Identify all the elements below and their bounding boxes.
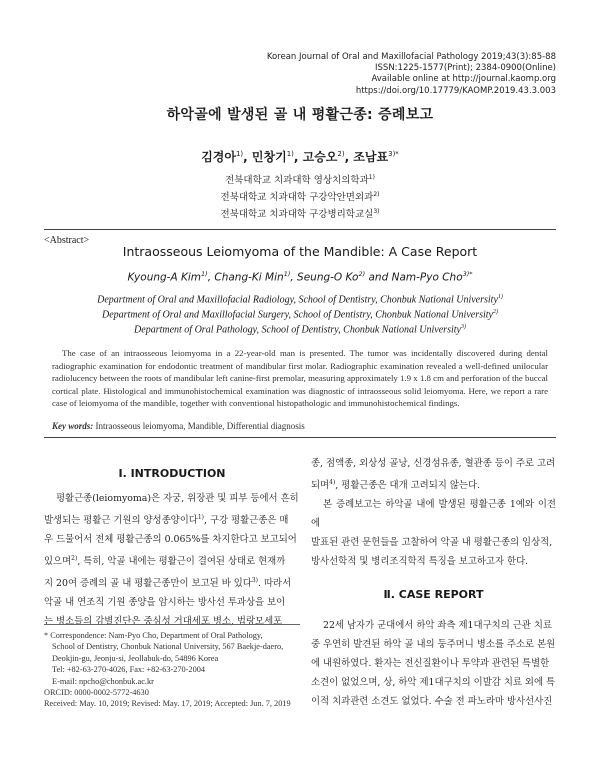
affiliation-en-text: Department of Oral and Maxillofacial Radiology, School of Dentistry, Chonbuk National University <box>97 294 498 306</box>
author-ko-sup: 1) <box>286 150 294 158</box>
correspondence-footnote <box>44 630 300 710</box>
author-ko: 민창기 <box>251 150 287 164</box>
introduction-text <box>44 490 300 632</box>
affiliation-ko-text: 전북대학교 치과대학 구강병리학교실 <box>220 209 374 220</box>
section-heading-introduction: Ⅰ. INTRODUCTION <box>118 467 226 480</box>
body-line: 발표된 관련 문헌들을 고찰하여 악골 내 평활근종의 임상적, <box>311 536 553 548</box>
author-en-sup: 1) <box>201 270 208 278</box>
footnote-line: School of Dentistry, Chonbuk National University, 567 Baekje-daero, <box>52 642 284 652</box>
body-line: 는 병소들의 감별진단은 중심성 거대세포 병소, 법랑모세포 <box>44 615 283 627</box>
body-line: 중 우연히 발견된 하악 골 내의 둥주머니 병소를 주소로 본원 <box>311 638 556 650</box>
affiliation-ko-text: 전북대학교 치과대학 영상치의학과 <box>225 175 369 186</box>
footnote-line: ORCID: 0000-0002-5772-4630 <box>44 688 149 698</box>
keywords-text: Intraosseous leiomyoma, Mandible, Differential diagnosis <box>95 421 305 431</box>
author-ko-sup: 1) <box>235 150 244 158</box>
divider <box>44 229 556 230</box>
footnote-line: Deokjin-gu, Jeonju-si, Jeollabuk-do, 54896 Korea <box>52 653 219 663</box>
author-en-sup: 2) <box>358 270 366 278</box>
keywords: Key words: Intraosseous leiomyoma, Mandible, Differential diagnosis <box>52 421 305 431</box>
author-ko-sup: 3)* <box>388 150 399 158</box>
divider <box>44 437 556 438</box>
affiliation-ko-text: 전북대학교 치과대학 구강악안면외과 <box>220 192 374 203</box>
author-en: Seung-O Ko <box>297 271 359 284</box>
body-line: 우 드물어서 전체 평활근종의 0.065%를 차지한다고 보고되어 <box>44 533 297 545</box>
body-line: 이적 치과관련 소견도 없었다. 수술 전 파노라마 방사선사진 <box>311 695 553 707</box>
author-en: Chang-Ki Min <box>214 271 284 284</box>
footnote-line: * Correspondence: Nam-Pyo Cho, Department of Oral Pathology, <box>44 631 263 640</box>
english-affiliation <box>0 309 600 320</box>
body-line: 발생되는 평활근 기원의 양성종양이다$^{1)}$, 구강 평활근종은 매 <box>44 513 289 527</box>
body-line: 되며$^{4)}$, 평활근종은 대개 고려되지 않는다. <box>311 478 480 492</box>
body-line: 평활근종(leiomyoma)은 자궁, 위장관 및 피부 등에서 흔히 <box>56 493 299 504</box>
body-line: 지 20여 증례의 골 내 평활근종만이 보고된 바 있다$^{3)}$. 따라서 <box>44 576 292 589</box>
english-affiliation <box>0 294 600 305</box>
author-ko-sup: 2) <box>337 150 345 158</box>
keywords-label: Key words <box>52 421 91 431</box>
author-ko: 조남표 <box>353 150 389 164</box>
footnote-rule <box>44 624 300 625</box>
affiliation-en-text: Department of Oral and Maxillofacial Surgery, School of Dentistry, Chonbuk National University <box>102 309 493 321</box>
author-en-sup: 1) <box>283 270 291 278</box>
footnote-line: Tel: +82-63-270-4026, Fax: +82-63-270-2004 <box>52 665 206 675</box>
journal-citation: Korean Journal of Oral and Maxillofacial Pathology 2019;43(3):85-88 <box>266 52 556 62</box>
affiliation-en-text: Department of Oral Pathology, School of Dentistry, Chonbuk National University <box>134 324 461 336</box>
abstract-label: <Abstract> <box>44 235 90 246</box>
korean-title: 하악골에 발생된 골 내 평활근종: 증례보고 <box>166 107 434 123</box>
korean-affiliation <box>0 206 600 220</box>
affiliation-ko-sup: 2) <box>373 190 380 198</box>
english-affiliation <box>0 324 600 335</box>
affiliation-en-sup: 2) <box>492 309 498 315</box>
affiliation-ko-sup: 3) <box>373 207 380 215</box>
body-line: 에 내원하였다. 환자는 전신질환이나 투약과 관련된 특별한 <box>311 657 550 669</box>
journal-issn: ISSN:1225-1577(Print); 2384-0900(Online) <box>375 63 556 74</box>
author-en: Kyoung-A Kim <box>127 271 202 284</box>
korean-authors: 김경아$^{1)}$, 민창기$^{1)}$, 고승오$^{2)}$, 조남표$^{3)*}$ <box>201 150 399 164</box>
english-title: Intraosseous Leiomyoma of the Mandible: A Case Report <box>122 244 478 259</box>
abstract-text: The case of an intraosseous leiomyoma in a 22-year-old man is presented. The tumor was incidentally discovered during dental radiographic examination for endodontic treatment of mandibular first molar. Radiographic examination revealed a well-defined unilocular radiolucency between the roots of mandibular left canine-first premolar, measuring approximately 1.9 x 1.8 cm and perforation of the buccal cortical plate. Histological and immunohistochemical examination was diagnostic of intraosseous solid leiomyoma. Here, we report a rare case of leiomyoma of the mandible, together with conventional histopathologic and immunohistochemical findings. <box>52 348 548 409</box>
korean-affiliation <box>0 172 600 186</box>
korean-affiliation <box>0 189 600 203</box>
journal-availability: Available online at http://journal.kaomp.org <box>371 74 556 85</box>
author-ko: 고승오 <box>302 150 338 164</box>
english-authors: Kyoung-A Kim$^{1)}$, Chang-Ki Min$^{1)}$, Seung-O Ko$^{2)}$ and Nam-Pyo Cho$^{3)*}$ <box>127 270 473 284</box>
section-heading-case-report: Ⅱ. CASE REPORT <box>383 588 484 601</box>
body-line: 종, 점액종, 외상성 골낭, 신경섬유종, 혈관종 등이 주로 고려 <box>311 458 556 469</box>
footnote-line: Received: May. 10, 2019; Revised: May. 17, 2019; Accepted: Jun. 7, 2019 <box>44 699 291 709</box>
author-en: Nam-Pyo Cho <box>391 271 463 284</box>
body-line: 소견이 없었으며, 상, 하악 제1대구치의 이발감 치료 외에 특 <box>311 676 556 688</box>
journal-doi: https://doi.org/10.17779/KAOMP.2019.43.3.003 <box>355 85 556 96</box>
body-line: 있으며$^{2)}$, 특히, 악골 내에는 평활근이 결여된 상태로 현재까 <box>44 554 286 567</box>
author-ko: 김경아 <box>201 150 236 164</box>
affiliation-en-sup: 3) <box>460 324 466 330</box>
body-line: 본 증례보고는 하악골 내에 발생된 평활근종 1예와 이전에 <box>311 498 556 529</box>
journal-header <box>267 52 556 97</box>
body-line: 악골 내 연조직 기원 종양을 암시하는 방사선 투과상을 보이 <box>44 596 286 608</box>
right-column-text <box>311 455 556 572</box>
affiliation-ko-sup: 1) <box>368 173 375 181</box>
case-report-text <box>311 617 556 712</box>
body-line: 방사선학적 및 병리조직학적 특징을 보고하고자 한다. <box>311 555 529 567</box>
body-line: 22세 남자가 군대에서 하악 좌측 제1대구치의 근관 치료 <box>323 620 552 631</box>
author-en-sup: 3)* <box>462 270 473 278</box>
footnote-line: E-mail: npcho@chonbuk.ac.kr <box>52 676 154 686</box>
affiliation-en-sup: 1) <box>497 294 503 300</box>
